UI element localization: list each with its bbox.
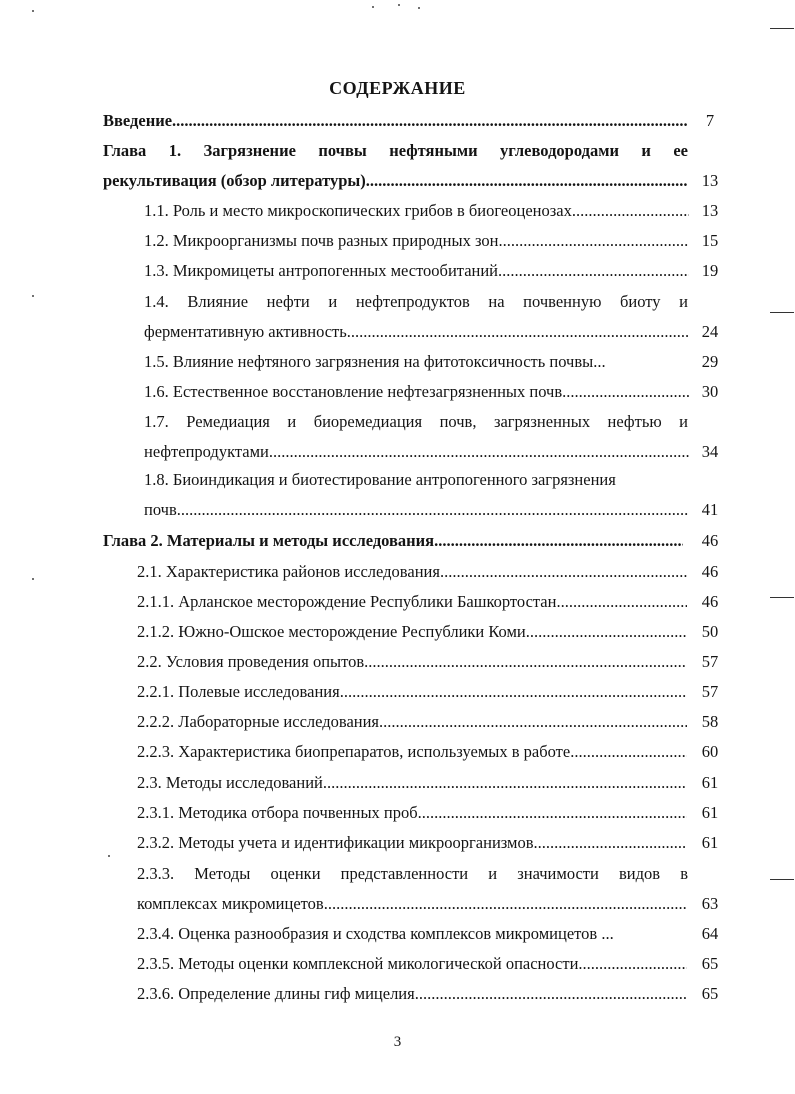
scan-mark <box>770 879 794 880</box>
toc-entry-2-1-1: 2.1.1. Арланское месторождение Республики Башкортостан ..... <box>137 591 687 613</box>
toc-page-1-8: 41 <box>701 500 719 519</box>
toc-page-ch2: 46 <box>701 531 719 550</box>
toc-page-2-2-3: 60 <box>701 742 719 761</box>
toc-entry-2-3-1: 2.3.1. Методика отбора почвенных проб ..... <box>137 802 687 824</box>
scan-speck <box>108 855 110 857</box>
scan-speck <box>398 4 400 6</box>
toc-entry-1-2: 1.2. Микроорганизмы почв разных природных зон ..... <box>144 230 689 252</box>
toc-page-1-4: 24 <box>701 322 719 341</box>
scan-speck <box>32 578 34 580</box>
toc-page-2-3-2: 61 <box>701 833 719 852</box>
toc-entry-2-3-3-line1: 2.3.3. Методы оценки представленности и значимости видов в <box>137 864 688 883</box>
toc-entry-2-2-2: 2.2.2. Лабораторные исследования ..... <box>137 711 687 733</box>
toc-page-2-1-1: 46 <box>701 592 719 611</box>
toc-entry-1-4-line1: 1.4. Влияние нефти и нефтепродуктов на почвенную биоту и <box>144 292 688 311</box>
toc-entry-2-3-3-line2: комплексах микромицетов ..... <box>137 893 687 915</box>
toc-page-2-1-2: 50 <box>701 622 719 641</box>
scan-speck <box>32 295 34 297</box>
toc-entry-1-6: 1.6. Естественное восстановление нефтезагрязненных почв ..... <box>144 381 689 403</box>
toc-entry-1-4-line2: ферментативную активность ..... <box>144 321 689 343</box>
toc-page-1-1: 13 <box>701 201 719 220</box>
toc-entry-1-8-line1: 1.8. Биоиндикация и биотестирование антропогенного загрязнения <box>144 470 616 489</box>
toc-title: СОДЕРЖАНИЕ <box>329 78 466 98</box>
scan-speck <box>418 7 420 9</box>
toc-page-1-7: 34 <box>701 442 719 461</box>
toc-page-2-3-5: 65 <box>701 954 719 973</box>
toc-page-1-5: 29 <box>701 352 719 371</box>
scan-speck <box>32 10 34 12</box>
toc-entry-2-3-4: 2.3.4. Оценка разнообразия и сходства комплексов микромицетов ... <box>137 924 614 943</box>
toc-entry-ch1-line2: рекультивация (обзор литературы) ..... <box>103 170 687 192</box>
toc-page-2-2-2: 58 <box>701 712 719 731</box>
toc-page-2-3-6: 65 <box>701 984 719 1003</box>
toc-entry-2-3-6: 2.3.6. Определение длины гиф мицелия ..... <box>137 983 687 1005</box>
toc-entry-2-1: 2.1. Характеристика районов исследования ..... <box>137 561 687 583</box>
toc-page-1-3: 19 <box>701 261 719 280</box>
toc-entry-2-3: 2.3. Методы исследований ..... <box>137 772 687 794</box>
toc-entry-ch1-line1: Глава 1. Загрязнение почвы нефтяными углеводородами и ее <box>103 141 688 160</box>
toc-page-1-6: 30 <box>701 382 719 401</box>
toc-entry-2-2-1: 2.2.1. Полевые исследования ..... <box>137 681 687 703</box>
toc-entry-2-2-3: 2.2.3. Характеристика биопрепаратов, используемых в работе ..... <box>137 741 687 763</box>
toc-entry-1-1: 1.1. Роль и место микроскопических грибов в биогеоценозах ..... <box>144 200 689 222</box>
toc-page-2-3: 61 <box>701 773 719 792</box>
toc-page-2-2-1: 57 <box>701 682 719 701</box>
scan-mark <box>770 28 794 29</box>
toc-entry-1-7-line2: нефтепродуктами ..... <box>144 441 689 463</box>
toc-page-2-3-4: 64 <box>701 924 719 943</box>
toc-entry-2-3-5: 2.3.5. Методы оценки комплексной микологической опасности ..... <box>137 953 687 975</box>
toc-entry-1-8-line2: почв ..... <box>144 499 689 521</box>
toc-page-intro: 7 <box>705 111 715 130</box>
toc-page-2-3-3: 63 <box>701 894 719 913</box>
toc-page-1-2: 15 <box>701 231 719 250</box>
scan-mark <box>770 597 794 598</box>
page-number: 3 <box>393 1034 402 1050</box>
scan-speck <box>372 6 374 8</box>
toc-entry-1-7-line1: 1.7. Ремедиация и биоремедиация почв, загрязненных нефтью и <box>144 412 688 431</box>
toc-entry-2-2: 2.2. Условия проведения опытов ..... <box>137 651 687 673</box>
toc-page-2-1: 46 <box>701 562 719 581</box>
toc-page-2-2: 57 <box>701 652 719 671</box>
toc-entry-1-5: 1.5. Влияние нефтяного загрязнения на фитотоксичность почвы... <box>144 352 606 371</box>
toc-entry-2-1-2: 2.1.2. Южно-Ошское месторождение Республики Коми ..... <box>137 621 687 643</box>
toc-page-ch1: 13 <box>701 171 719 190</box>
toc-entry-2-3-2: 2.3.2. Методы учета и идентификации микроорганизмов ..... <box>137 832 687 854</box>
toc-page-2-3-1: 61 <box>701 803 719 822</box>
scan-mark <box>770 312 794 313</box>
toc-entry-1-3: 1.3. Микромицеты антропогенных местообитаний ..... <box>144 260 689 282</box>
toc-entry-ch2: Глава 2. Материалы и методы исследования ..... <box>103 530 683 552</box>
toc-entry-intro: Введение ..... <box>103 110 687 132</box>
